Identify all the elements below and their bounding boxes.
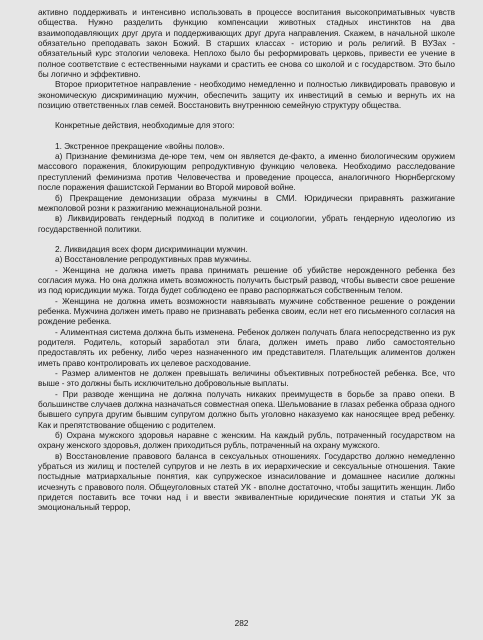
paragraph-2a-point-3: - Алиментная система должна быть изменена. Ребенок должен получать блага непосредственно из рук родителя. Родитель, который заработал эти блага, должен иметь право либо самостоятельно предоставлять их ребенку, либо через назначенного им представителя. Плательщик алиментов должен иметь право контролировать их целевое расходование. (38, 326, 455, 368)
paragraph-second-priority: Второе приоритетное направление - необходимо немедленно и полностью ликвидировать правовую и экономическую дискриминацию мужчин, обеспечить защиту их инвестиций в семью и вернуть их на позицию ответственных глав семей. Восстановить внутреннюю семейную структуру общества. (38, 79, 455, 111)
paragraph-1a: а) Признание феминизма де-юре тем, чем он является де-факто, а именно биологическим оружием массового поражения, блокирующим репродуктивную функцию человека. Необходимо расследование преступлений феминизма против Человечества и проведение процесса, аналогичного Нюрнбергскому после поражения фашистской Германии во Второй мировой войне. (38, 151, 455, 193)
heading-item-1: 1. Экстренное прекращение «войны полов». (55, 140, 225, 151)
heading-item-2: 2. Ликвидация всех форм дискриминации мужчин. (55, 243, 248, 254)
page-number: 282 (234, 617, 249, 628)
paragraph-2b: б) Охрана мужского здоровья наравне с женским. На каждый рубль, потраченный государством на охрану женского здоровья, должен приходиться рубль, потраченный на охрану мужского. (38, 430, 455, 451)
paragraph-continuation: активно поддерживать и интенсивно использовать в процессе воспитания высокоприматывных чувств общества. Нужно разделить функцию компенсации животных стадных инстинктов на два взаимоподавляющих друг друга и поддерживающих друг друга направления. Скажем, в начальной школе обязательно преподавать закон Божий. В старших классах - историю и роль религий. В ВУЗах - обязательный курс этологии человека. Неплохо было бы реформировать церковь, привести ее учение в полное соответствие с естественными науками и срастить ее снова со школой и с государством. Это было бы логично и эффективно. (38, 7, 455, 80)
paragraph-2a: а) Восстановление репродуктивных прав мужчины. (55, 254, 252, 265)
paragraph-1b: б) Прекращение демонизации образа мужчины в СМИ. Юридически приравнять разжигание межполовой розни к разжиганию межнациональной розни. (38, 192, 455, 213)
paragraph-2a-point-1: - Женщина не должна иметь права принимать решение об убийстве нерожденного ребенка без согласия мужа. Но она должна иметь возможность получить быстрый развод, чтобы вывести свое решение из под юрисдикции мужа. Тогда будет соблюдено ее право распоряжаться собственным телом. (38, 264, 455, 296)
paragraph-2c: в) Восстановление правового баланса в сексуальных отношениях. Государство должно немедленно убраться из жилищ и постелей супругов и не лезть в их иерархические и сексуальные отношения. Такие постыдные матриархальные понятия, как супружеское изнасилование и домашнее насилие должны исчезнуть с правового поля. Общеуголовных статей УК - вполне достаточно, чтобы защитить женщин. Либо придется поставить все точки над і и ввести эквивалентные юридические понятия и статьи УК за эмоциональный террор, (38, 450, 455, 513)
paragraph-1c: в) Ликвидировать гендерный подход в политике и социологии, убрать гендерную идеологию из государственной политики. (38, 213, 455, 234)
paragraph-2a-point-5: - При разводе женщина не должна получать никаких преимуществ в борьбе за право опеки. В большинстве случаев должна назначаться совместная опека. Шельмование в глазах ребенка образа одного бывшего супруга другим бывшим супругом должно быть уголовно наказуемо как наносящее вред ребенку. Как и препятствование общению с родителем. (38, 388, 455, 430)
paragraph-2a-point-4: - Размер алиментов не должен превышать величины объективных потребностей ребенка. Все, что выше - это должны быть исключительно добровольные выплаты. (38, 368, 455, 389)
paragraph-actions-intro: Конкретные действия, необходимые для этого: (55, 120, 235, 131)
paragraph-2a-point-2: - Женщина не должна иметь возможности навязывать мужчине собственное решение о рождении ребенка. Мужчина должен иметь право не признавать ребенка своим, если нет его письменного согласия на рождение ребенка. (38, 295, 455, 327)
